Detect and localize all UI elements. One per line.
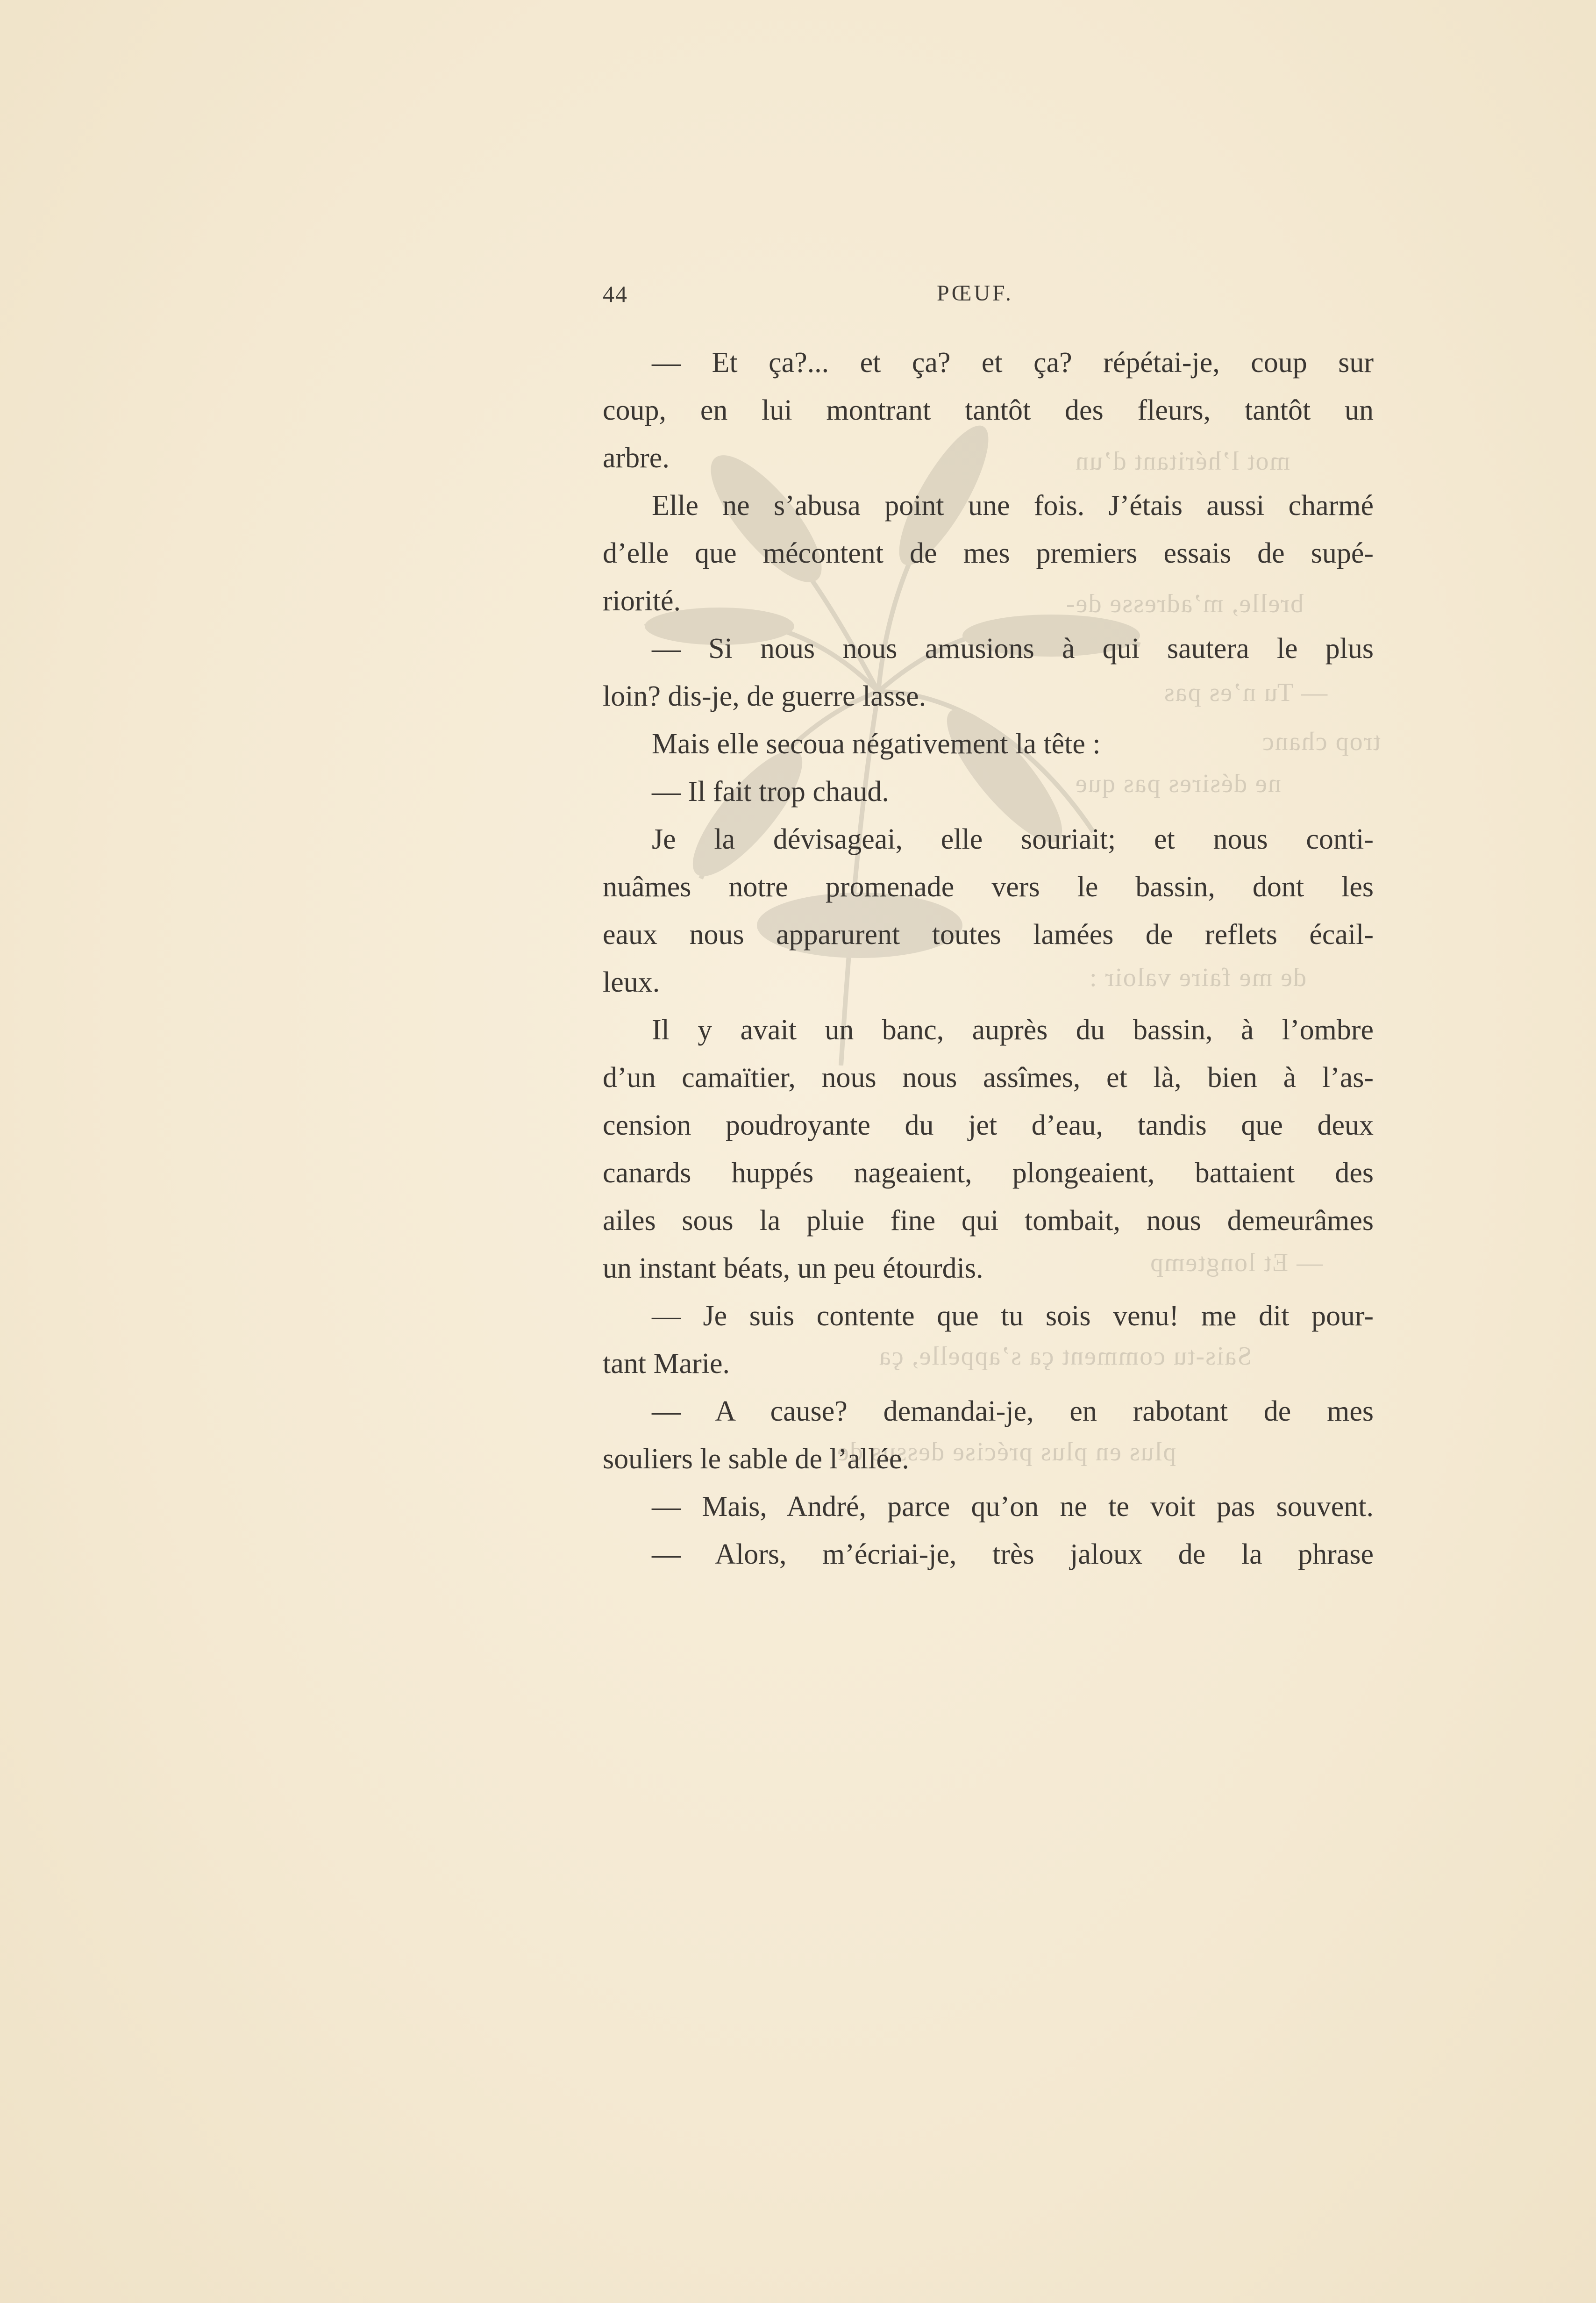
page-header xyxy=(603,280,1374,318)
text-line: nuâmes notre promenade vers le bassin, dont les xyxy=(603,871,1374,903)
text-line: — Mais, André, parce qu’on ne te voit pas souvent. xyxy=(652,1491,1374,1523)
text-line: arbre. xyxy=(603,442,670,474)
text-line: — Si nous nous amusions à qui sautera le plus xyxy=(652,633,1374,665)
text-line: Il y avait un banc, auprès du bassin, à l’ombre xyxy=(652,1014,1374,1046)
bleed-through-text: mot l’héritant d’un xyxy=(1075,447,1290,476)
text-line: canards huppés nageaient, plongeaient, battaient des xyxy=(603,1157,1374,1189)
text-line: riorité. xyxy=(603,585,681,617)
bleed-through-text: trop chanc xyxy=(1261,727,1381,756)
text-line: Je la dévisageai, elle souriait; et nous conti- xyxy=(652,823,1374,855)
text-line: d’un camaïtier, nous nous assîmes, et là, bien à l’as- xyxy=(603,1062,1374,1094)
running-title: PŒUF. xyxy=(937,281,1013,306)
page-number: 44 xyxy=(603,281,628,307)
text-line: cension poudroyante du jet d’eau, tandis que deux xyxy=(603,1109,1374,1141)
text-line: ailes sous la pluie fine qui tombait, nous demeurâmes xyxy=(603,1205,1374,1237)
text-line: — Et ça?... et ça? et ça? répétai-je, coup sur xyxy=(652,347,1374,379)
text-line: un instant béats, un peu étourdis. xyxy=(603,1252,983,1284)
text-line: Elle ne s’abusa point une fois. J’étais aussi charmé xyxy=(652,490,1374,522)
bleed-through-text: plus en plus précise dessus de xyxy=(836,1438,1176,1466)
text-line: tant Marie. xyxy=(603,1348,730,1380)
text-line: — Il fait trop chaud. xyxy=(652,776,889,808)
text-line: — Je suis contente que tu sois venu! me dit pour- xyxy=(652,1300,1374,1332)
text-line: eaux nous apparurent toutes lamées de reflets écail- xyxy=(603,919,1374,951)
text-line: d’elle que mécontent de mes premiers essais de supé- xyxy=(603,537,1374,569)
bleed-through-text: Sais-tu comment ça s’appelle, ça xyxy=(878,1342,1252,1371)
text-line: — A cause? demandai-je, en rabotant de mes xyxy=(652,1395,1374,1427)
bleed-through-text: ne désires pas que xyxy=(1075,769,1281,798)
bleed-through-text: — Et longtemp xyxy=(1149,1248,1323,1277)
text-line: — Alors, m’écriai-je, très jaloux de la phrase xyxy=(652,1538,1374,1570)
body-text xyxy=(603,339,1374,1578)
bleed-through-text: — Tu n’es pas xyxy=(1163,678,1328,707)
text-line: loin? dis-je, de guerre lasse. xyxy=(603,680,926,712)
bleed-through-text: de me faire valoir : xyxy=(1089,963,1307,992)
bleed-through-text: brelle, m’adresse de- xyxy=(1065,589,1304,618)
text-line: Mais elle secoua négativement la tête : xyxy=(652,728,1101,760)
text-line: coup, en lui montrant tantôt des fleurs, tantôt un xyxy=(603,394,1374,426)
text-line: souliers le sable de l’allée. xyxy=(603,1443,909,1475)
text-line: leux. xyxy=(603,966,660,998)
